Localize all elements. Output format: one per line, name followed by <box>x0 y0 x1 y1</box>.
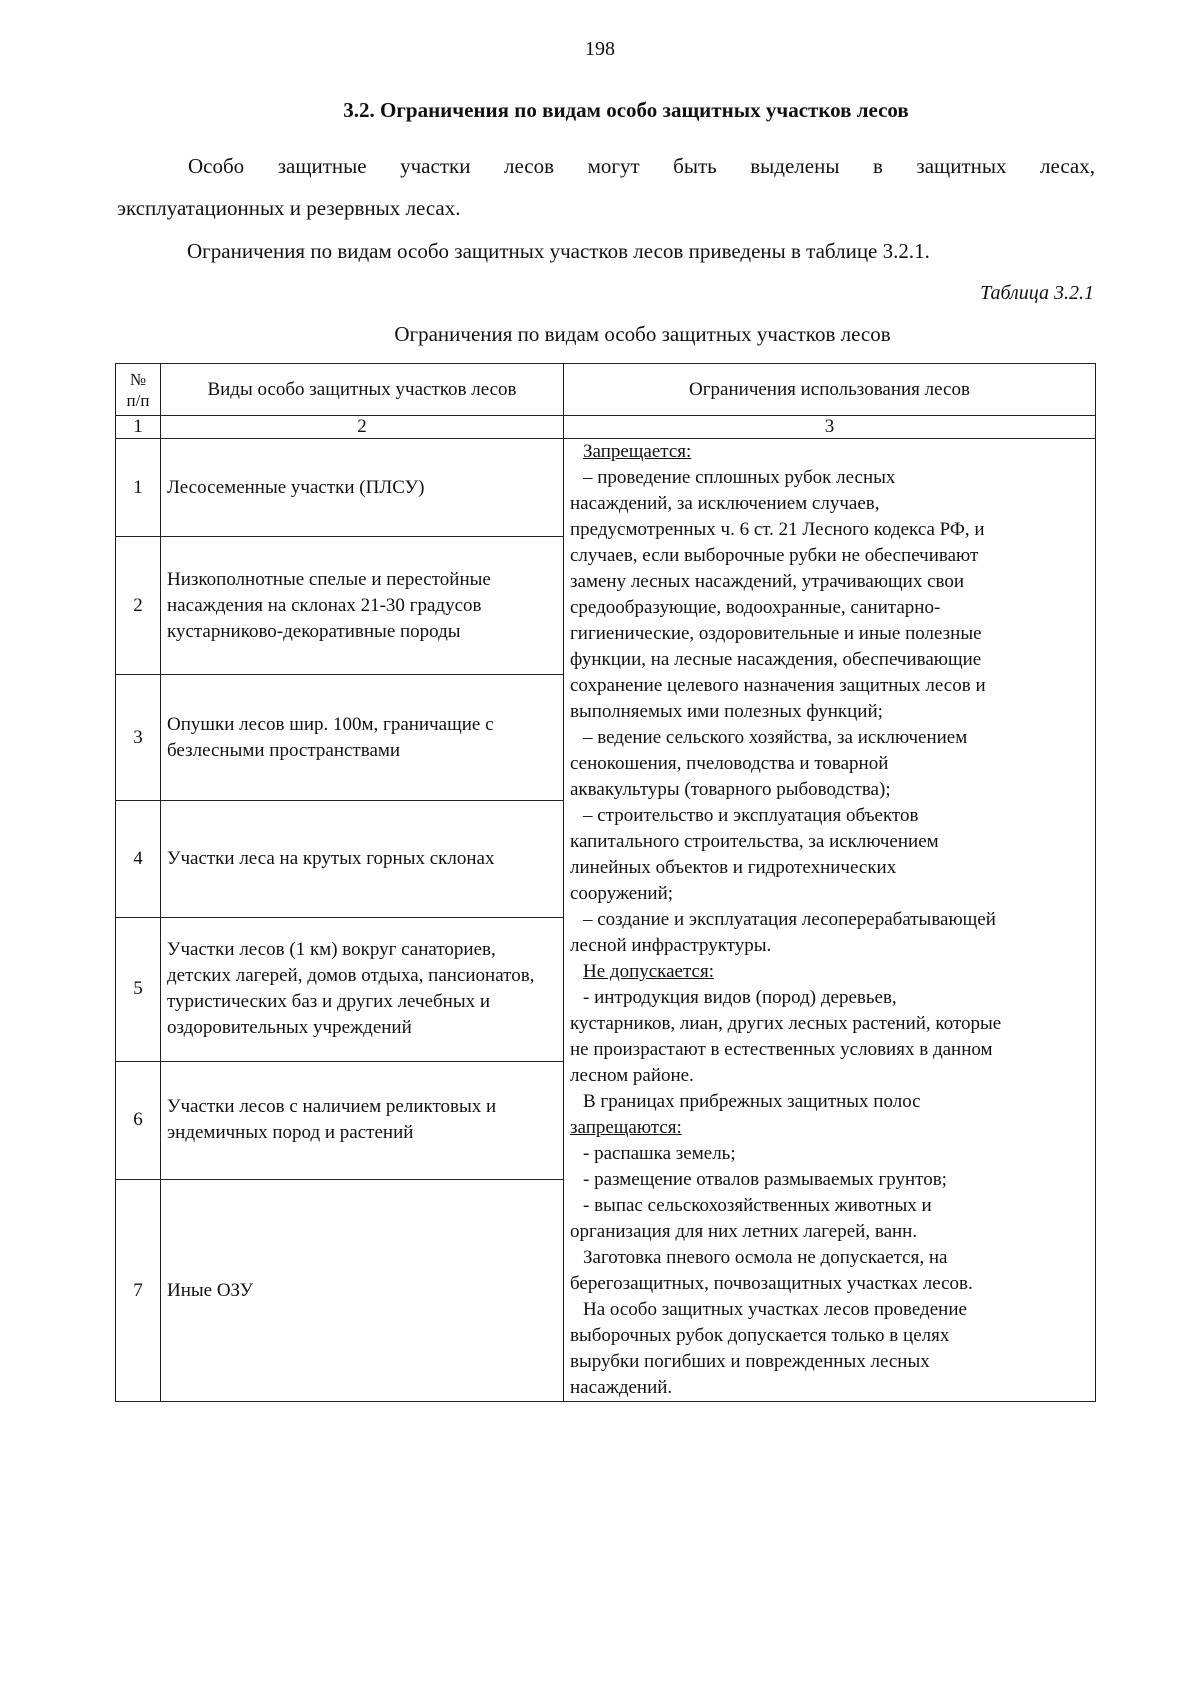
paragraph-1-line-2: эксплуатационных и резервных лесах. <box>117 196 461 220</box>
column-number-row <box>116 416 1096 439</box>
restriction-line: - интродукция видов (пород) деревьев, <box>583 987 897 1008</box>
restriction-line: - выпас сельскохозяйственных животных и <box>583 1195 932 1216</box>
row-kind: Участки леса на крутых горных склонах <box>161 801 564 917</box>
restriction-line: насаждений. <box>570 1377 673 1398</box>
table-title: Ограничения по видам особо защитных участков лесов <box>394 322 891 346</box>
header-num-cell <box>116 364 161 416</box>
restriction-line: На особо защитных участках лесов проведение <box>583 1299 967 1320</box>
table-header-row <box>116 364 1096 416</box>
restriction-line: Запрещается: <box>583 441 692 462</box>
row-kind: Лесосеменные участки (ПЛСУ) <box>161 439 564 537</box>
row-number: 7 <box>116 1180 161 1402</box>
paragraph-2: Ограничения по видам особо защитных участков лесов приведены в таблице 3.2.1. <box>187 239 930 263</box>
restriction-line: средообразующие, водоохранные, санитарно- <box>570 597 941 618</box>
header-kinds-cell: Виды особо защитных участков лесов <box>161 364 564 416</box>
restriction-line: В границах прибрежных защитных полос <box>583 1091 921 1112</box>
restriction-line: предусмотренных ч. 6 ст. 21 Лесного кодекса РФ, и <box>570 519 985 540</box>
restriction-line: замену лесных насаждений, утрачивающих свои <box>570 571 965 592</box>
restriction-line: выполняемых ими полезных функций; <box>570 701 883 722</box>
restriction-line: вырубки погибших и поврежденных лесных <box>570 1351 930 1372</box>
restrictions-cell <box>564 439 1096 1402</box>
table-number: Таблица 3.2.1 <box>980 282 1094 304</box>
row-number: 2 <box>116 537 161 675</box>
row-kind: Участки лесов (1 км) вокруг санаториев, детских лагерей, домов отдыха, пансионатов, туристических баз и других лечебных и оздоровительных учреждений <box>161 917 564 1061</box>
row-number: 6 <box>116 1061 161 1179</box>
restriction-line: берегозащитных, почвозащитных участках лесов. <box>570 1273 973 1294</box>
restriction-line: организация для них летних лагерей, ванн. <box>570 1221 918 1242</box>
row-number: 5 <box>116 917 161 1061</box>
restriction-line: – ведение сельского хозяйства, за исключением <box>583 727 968 748</box>
row-number: 3 <box>116 674 161 801</box>
restriction-line: капитального строительства, за исключением <box>570 831 939 852</box>
table-row <box>116 439 1096 537</box>
restriction-line: не произрастают в естественных условиях в данном <box>570 1039 993 1060</box>
header-num-symbol: № <box>129 369 147 389</box>
restriction-line: выборочных рубок допускается только в целях <box>570 1325 950 1346</box>
restriction-line: аквакультуры (товарного рыбоводства); <box>570 779 891 800</box>
restriction-line: лесном районе. <box>570 1065 694 1086</box>
restriction-line: запрещаются: <box>570 1117 682 1138</box>
row-number: 4 <box>116 801 161 917</box>
restriction-line: - распашка земель; <box>583 1143 736 1164</box>
row-kind: Участки лесов с наличием реликтовых и эндемичных пород и растений <box>161 1061 564 1179</box>
restriction-line: сенокошения, пчеловодства и товарной <box>570 753 889 774</box>
restriction-line: сооружений; <box>570 883 674 904</box>
restriction-line: – создание и эксплуатация лесоперерабатывающей <box>583 909 996 930</box>
row-number: 1 <box>116 439 161 537</box>
restriction-line: – проведение сплошных рубок лесных <box>583 467 896 488</box>
restriction-line: - размещение отвалов размываемых грунтов; <box>583 1169 947 1190</box>
row-kind: Низкополнотные спелые и перестойные насаждения на склонах 21-30 градусов кустарниково-декоративные породы <box>161 537 564 675</box>
restriction-line: гигиенические, оздоровительные и иные полезные <box>570 623 982 644</box>
restriction-line: Не допускается: <box>583 961 714 982</box>
restrictions-table <box>115 363 1096 1402</box>
paragraph-1-line-1: Особо защитные участки лесов могут быть выделены в защитных лесах, <box>188 154 1095 178</box>
restriction-line: сохранение целевого назначения защитных лесов и <box>570 675 986 696</box>
restriction-line: лесной инфраструктуры. <box>570 935 772 956</box>
restriction-line: – строительство и эксплуатация объектов <box>583 805 919 826</box>
header-restrictions-cell: Ограничения использования лесов <box>564 364 1096 416</box>
column-number-1: 1 <box>116 416 161 439</box>
restriction-line: насаждений, за исключением случаев, <box>570 493 880 514</box>
restriction-line: случаев, если выборочные рубки не обеспечивают <box>570 545 979 566</box>
header-num-abbrev: п/п <box>126 390 150 410</box>
restriction-line: линейных объектов и гидротехнических <box>570 857 897 878</box>
restriction-line: кустарников, лиан, других лесных растений, которые <box>570 1013 1002 1034</box>
row-kind: Иные ОЗУ <box>161 1180 564 1402</box>
restriction-line: функции, на лесные насаждения, обеспечивающие <box>570 649 982 670</box>
column-number-3: 3 <box>564 416 1096 439</box>
restriction-line: Заготовка пневого осмола не допускается, на <box>583 1247 948 1268</box>
section-heading: 3.2. Ограничения по видам особо защитных участков лесов <box>343 98 909 122</box>
page-number: 198 <box>585 38 615 60</box>
column-number-2: 2 <box>161 416 564 439</box>
row-kind: Опушки лесов шир. 100м, граничащие с безлесными пространствами <box>161 674 564 801</box>
